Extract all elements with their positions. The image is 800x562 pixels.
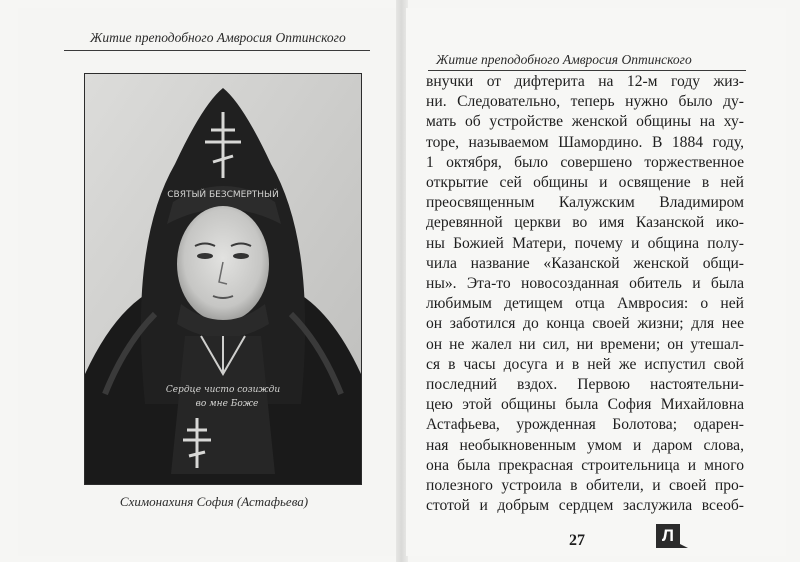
text-line: он заботился до конца своей жизни; для нее	[426, 315, 744, 333]
left-header-rule	[64, 50, 370, 51]
text-line: преосвященным Калужским Владимиром	[426, 194, 744, 212]
text-line: торе, называемом Шамордино. В 1884 году,	[426, 133, 744, 151]
publisher-logo-icon: Л	[656, 524, 680, 548]
text-line: он не жалел ни сил, ни времени; он утешал-	[426, 335, 744, 353]
text-line: ны». Эта-то новосозданная обитель и была	[426, 275, 744, 293]
text-line: внучки от дифтерита на 12-м году жиз-	[426, 73, 744, 90]
text-line: последний вздох. Первою настоятельни-	[426, 376, 744, 394]
page-number: 27	[569, 532, 585, 549]
right-page	[406, 8, 786, 556]
robe-inscription-2: во мне Боже	[195, 399, 259, 409]
text-line: полезного устроила в обители, и своей про-	[426, 477, 744, 495]
text-line: деревянной церкви во имя Казанской ико-	[426, 214, 744, 232]
text-line: мать об устройстве женской общины на ху-	[426, 113, 744, 131]
text-line: чила название «Казанской женской общи-	[426, 254, 744, 272]
portrait-illustration	[85, 74, 361, 484]
text-line: цею этой общины была София Михайловна	[426, 396, 744, 414]
left-page	[18, 8, 396, 556]
text-line: любимым детищем отца Амвросия: о ней	[426, 295, 744, 313]
right-header-rule	[428, 70, 746, 71]
body-text	[426, 72, 744, 516]
hood-inscription: СВЯТЫЙ БЕЗСМЕРТНЫЙ	[167, 190, 279, 200]
text-line: она была прекрасная строительница и много	[426, 456, 744, 474]
text-line: Астафьева, урожденная Болотова; одарен-	[426, 416, 744, 434]
photo-caption: Схимонахиня София (Астафьева)	[119, 494, 309, 509]
text-line: ны Божией Матери, почему и община полу-	[426, 234, 744, 252]
text-line: стотой и добрым сердцем заслужила всеоб-	[426, 497, 744, 515]
text-line: ни. Следовательно, теперь нужно было ду-	[426, 93, 744, 111]
portrait-photo	[84, 73, 362, 485]
text-line: ся в часы досуга и в ней же испустил свой	[426, 355, 744, 373]
text-line: открытие сей общины и освящение в ней	[426, 174, 744, 192]
left-running-header: Житие преподобного Амвросия Оптинского	[90, 30, 346, 45]
text-line: ная необыкновенным умом и даром слова,	[426, 436, 744, 454]
right-running-header: Житие преподобного Амвросия Оптинского	[436, 52, 692, 67]
publisher-logo-tail	[680, 544, 688, 548]
robe-inscription-1: Сердце чисто созижди	[165, 385, 281, 395]
text-line: 1 октября, было совершено торжественное	[426, 153, 744, 171]
